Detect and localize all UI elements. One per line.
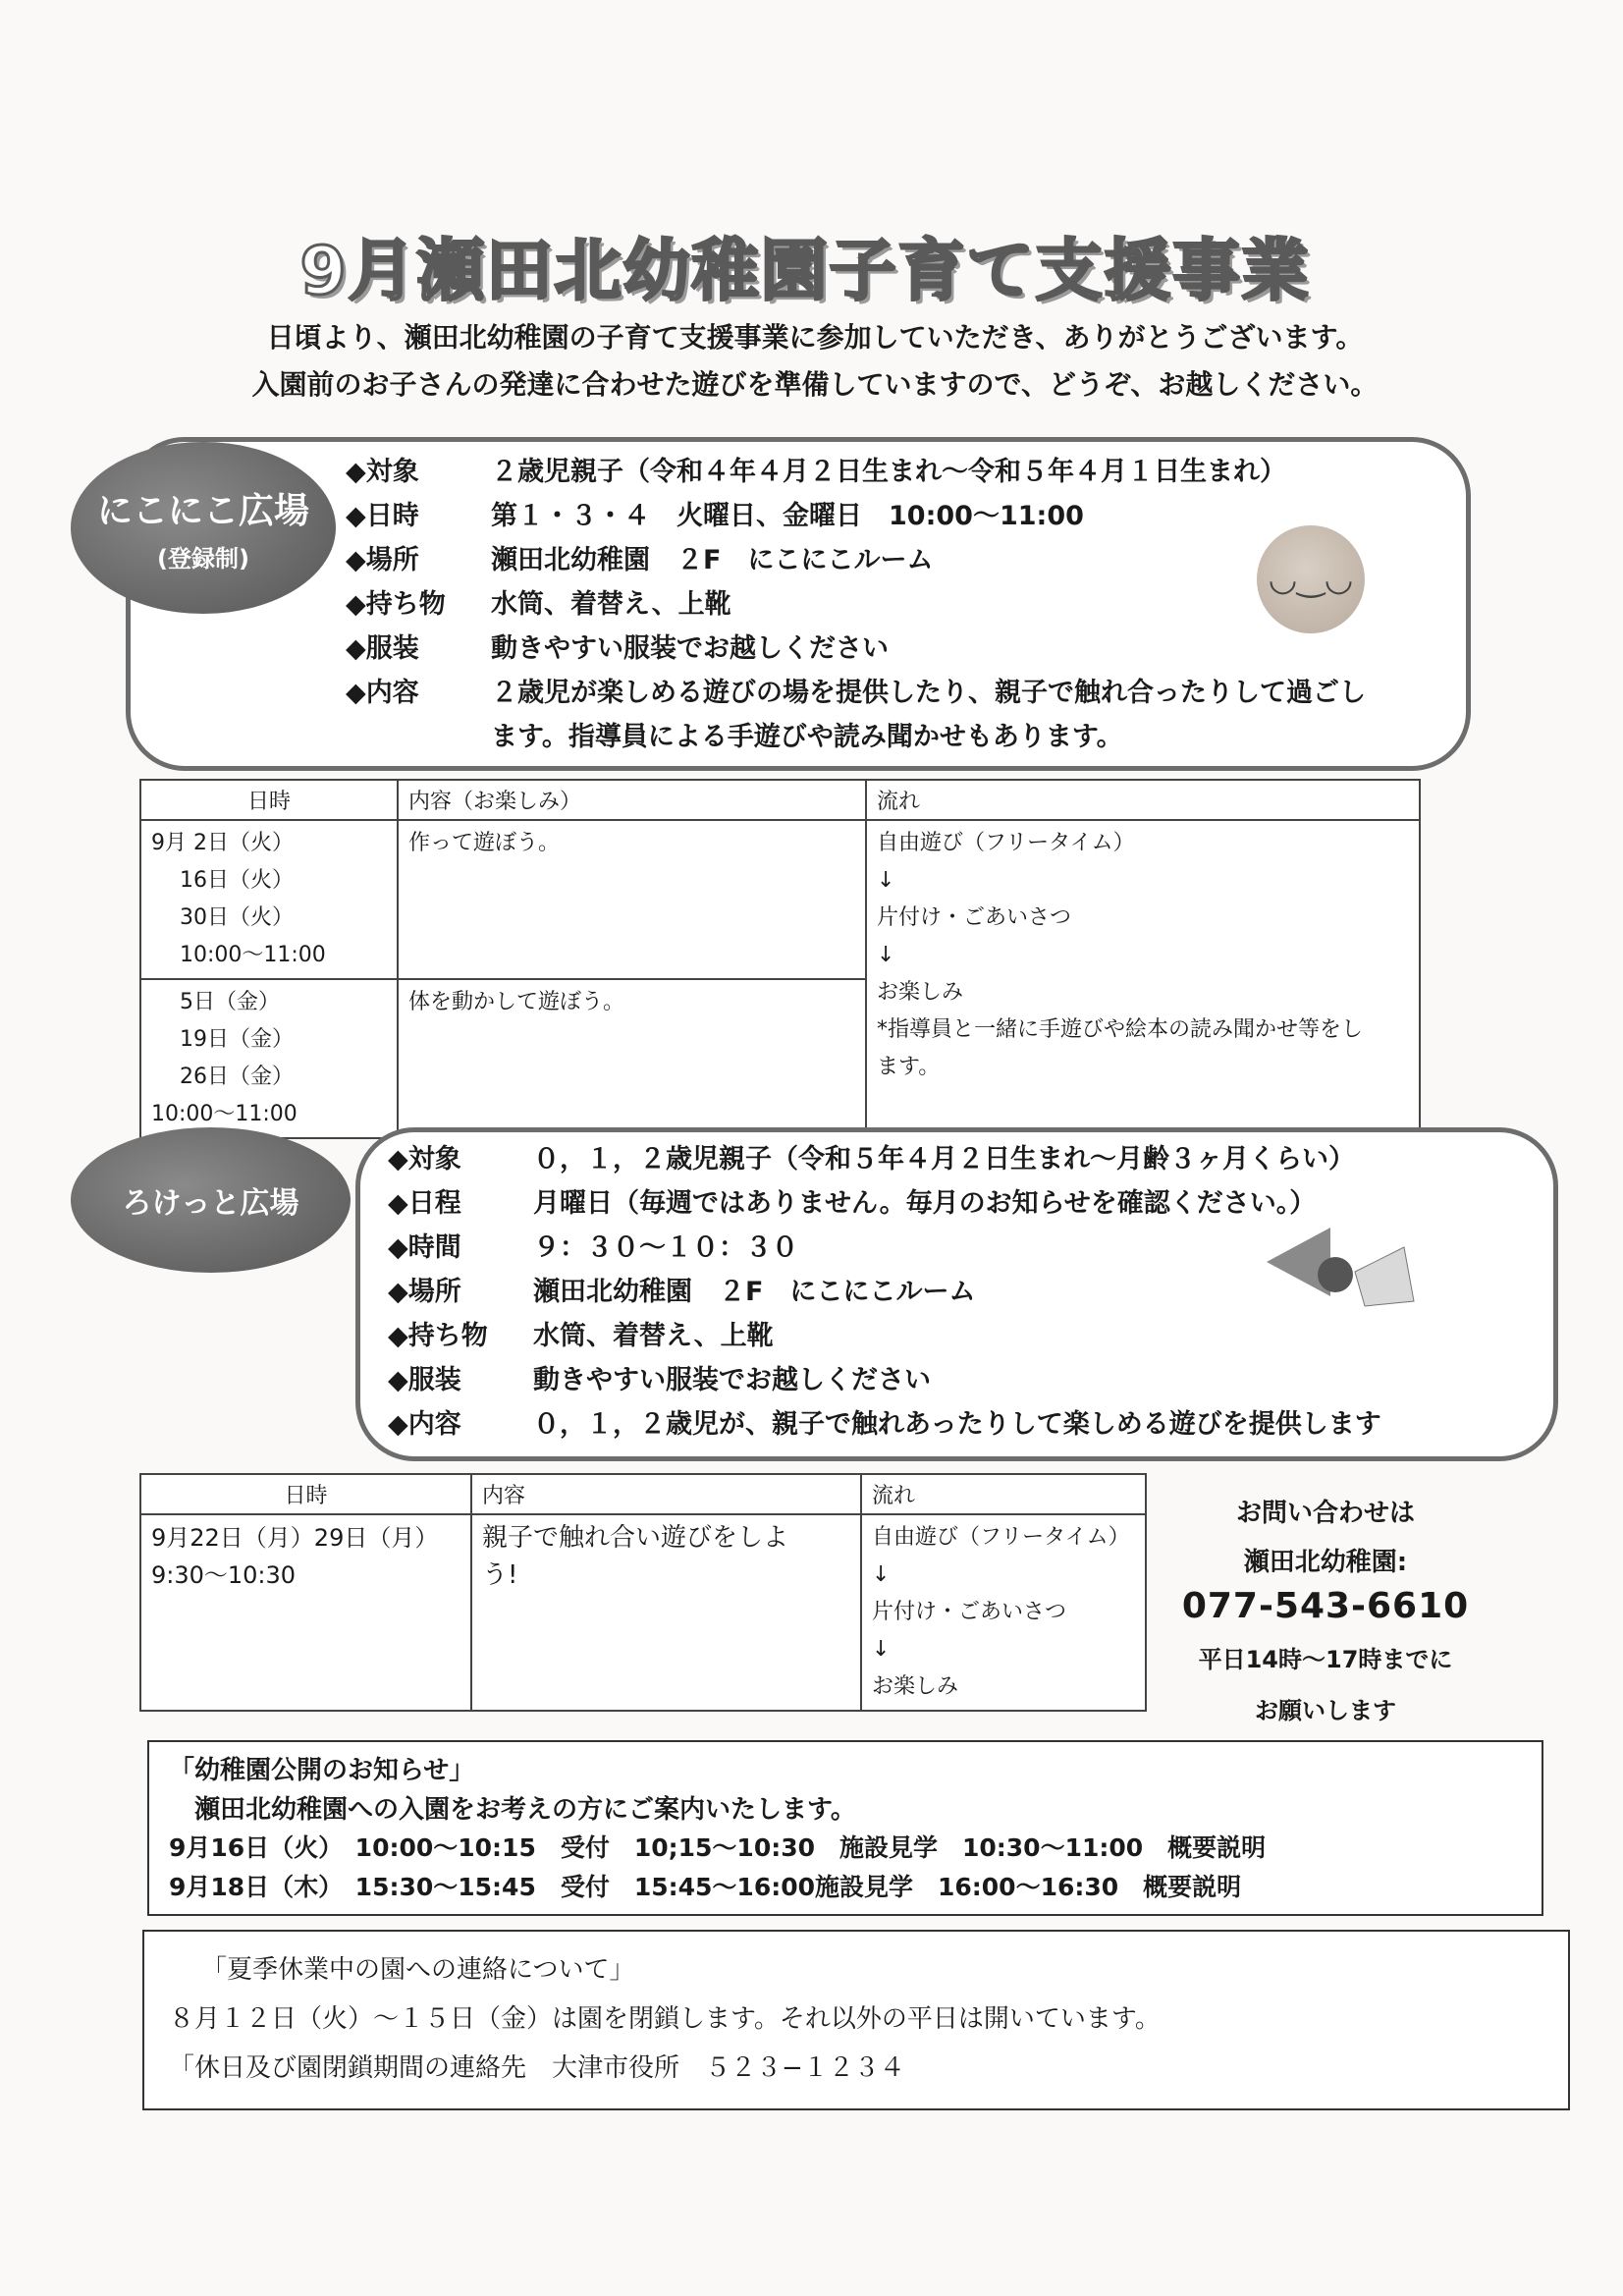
table-header: 日時: [140, 780, 398, 820]
table-header: 内容（お楽しみ）: [398, 780, 866, 820]
open-house-line-1: 9月16日（火） 10:00〜10:15 受付 10;15〜10:30 施設見学 10:30〜11:00 概要説明: [169, 1833, 1267, 1862]
content-cell: 体を動かして遊ぼう。: [398, 979, 866, 1138]
flow-cell: 自由遊び（フリータイム） ↓ 片付け・ごあいさつ ↓ お楽しみ: [861, 1514, 1146, 1711]
rocket-row-place: ◆場所 瀬田北幼稚園 ２F にこにこルーム: [388, 1277, 976, 1307]
contact-hours: 平日14時〜17時までに: [1198, 1646, 1453, 1673]
nikoniko-row-clothing: ◆服装 動きやすい服装でお越しください: [346, 633, 889, 664]
summer-line-2: 「休日及び園閉鎖期間の連絡先 大津市役所 ５２３−１２３４: [169, 2053, 905, 2083]
nikoniko-row-content-cont: ます。指導員による手遊びや読み聞かせもあります。: [491, 722, 1123, 752]
open-house-heading: 「幼稚園公開のお知らせ」: [169, 1756, 475, 1785]
contact-line-1: お問い合わせは: [1235, 1499, 1415, 1528]
rocket-schedule-table: [139, 1473, 1147, 1712]
smiley-icon: ◡‿◡: [1257, 525, 1365, 633]
table-header: 日時: [140, 1474, 471, 1514]
contact-line-2: 瀬田北幼稚園:: [1243, 1548, 1408, 1577]
flow-cell: 自由遊び（フリータイム） ↓ 片付け・ごあいさつ ↓ お楽しみ *指導員と一緒に手遊びや絵本の読み聞かせ等をし ます。: [866, 820, 1420, 1138]
rocket-row-belongings: ◆持ち物 水筒、着替え、上靴: [388, 1321, 774, 1351]
rocket-row-clothing: ◆服装 動きやすい服装でお越しください: [388, 1365, 931, 1395]
table-header: 流れ: [861, 1474, 1146, 1514]
nikoniko-row-place: ◆場所 瀬田北幼稚園 ２F にこにこルーム: [346, 545, 934, 575]
nikoniko-sublabel: (登録制): [157, 544, 249, 573]
rocket-row-target: ◆対象 ０，１，２歳児親子（令和５年４月２日生まれ〜月齢３ヶ月くらい）: [388, 1144, 1355, 1175]
contact-phone: 077-543-6610: [1181, 1586, 1470, 1626]
rocket-row-schedule: ◆日程 月曜日（毎週ではありません。毎月のお知らせを確認ください。）: [388, 1188, 1317, 1219]
content-cell: 親子で触れ合い遊びをしよ う!: [471, 1514, 861, 1711]
dates-cell: 9月 2日（火） 16日（火） 30日（火） 10:00〜11:00: [140, 820, 398, 979]
summer-line-1: ８月１２日（火）〜１５日（金）は園を閉鎖します。それ以外の平日は開いています。: [169, 2004, 1161, 2034]
rocket-row-content: ◆内容 ０，１，２歳児が、親子で触れあったりして楽しめる遊びを提供します: [388, 1409, 1381, 1440]
nikoniko-label: [71, 442, 336, 614]
table-header: 流れ: [866, 780, 1420, 820]
nikoniko-schedule-table: [139, 779, 1421, 1139]
intro-line-1: 日頃より、瀬田北幼稚園の子育て支援事業に参加していただき、ありがとうございます。: [266, 321, 1364, 354]
open-house-line-2: 9月18日（木） 15:30〜15:45 受付 15:45〜16:00施設見学 16:00〜16:30 概要説明: [169, 1873, 1242, 1901]
table-row: [140, 1514, 1146, 1711]
open-house-subheading: 瀬田北幼稚園への入園をお考えの方にご案内いたします。: [194, 1795, 856, 1825]
table-row: [140, 820, 1420, 979]
summer-heading: 「夏季休業中の園への連絡について」: [201, 1955, 635, 1985]
nikoniko-row-target: ◆対象 ２歳児親子（令和４年４月２日生まれ〜令和５年４月１日生まれ）: [346, 457, 1286, 487]
page-title: 9月瀬田北幼稚園子育て支援事業: [299, 233, 1311, 310]
nikoniko-row-datetime: ◆日時 第１・３・４ 火曜日、金曜日 10:00〜11:00: [346, 501, 1084, 531]
nikoniko-label-text: にこにこ広場: [96, 490, 309, 531]
rocket-label: [71, 1127, 351, 1273]
rocket-row-time: ◆時間 ９：３０〜１０：３０: [388, 1232, 798, 1263]
nikoniko-row-content: ◆内容 ２歳児が楽しめる遊びの場を提供したり、親子で触れ合ったりして過ごし: [346, 678, 1366, 708]
nikoniko-row-belongings: ◆持ち物 水筒、着替え、上靴: [346, 589, 731, 620]
rocket-illustration-icon: [1257, 1218, 1424, 1336]
content-cell: 作って遊ぼう。: [398, 820, 866, 979]
intro-line-2: 入園前のお子さんの発達に合わせた遊びを準備していますので、どうぞ、お越しください。: [251, 368, 1379, 401]
rocket-label-text: ろけっと広場: [122, 1186, 299, 1221]
contact-closing: お願いします: [1255, 1697, 1396, 1724]
table-header: 内容: [471, 1474, 861, 1514]
dates-cell: 5日（金） 19日（金） 26日（金） 10:00〜11:00: [140, 979, 398, 1138]
dates-cell: 9月22日（月）29日（月） 9:30〜10:30: [140, 1514, 471, 1711]
